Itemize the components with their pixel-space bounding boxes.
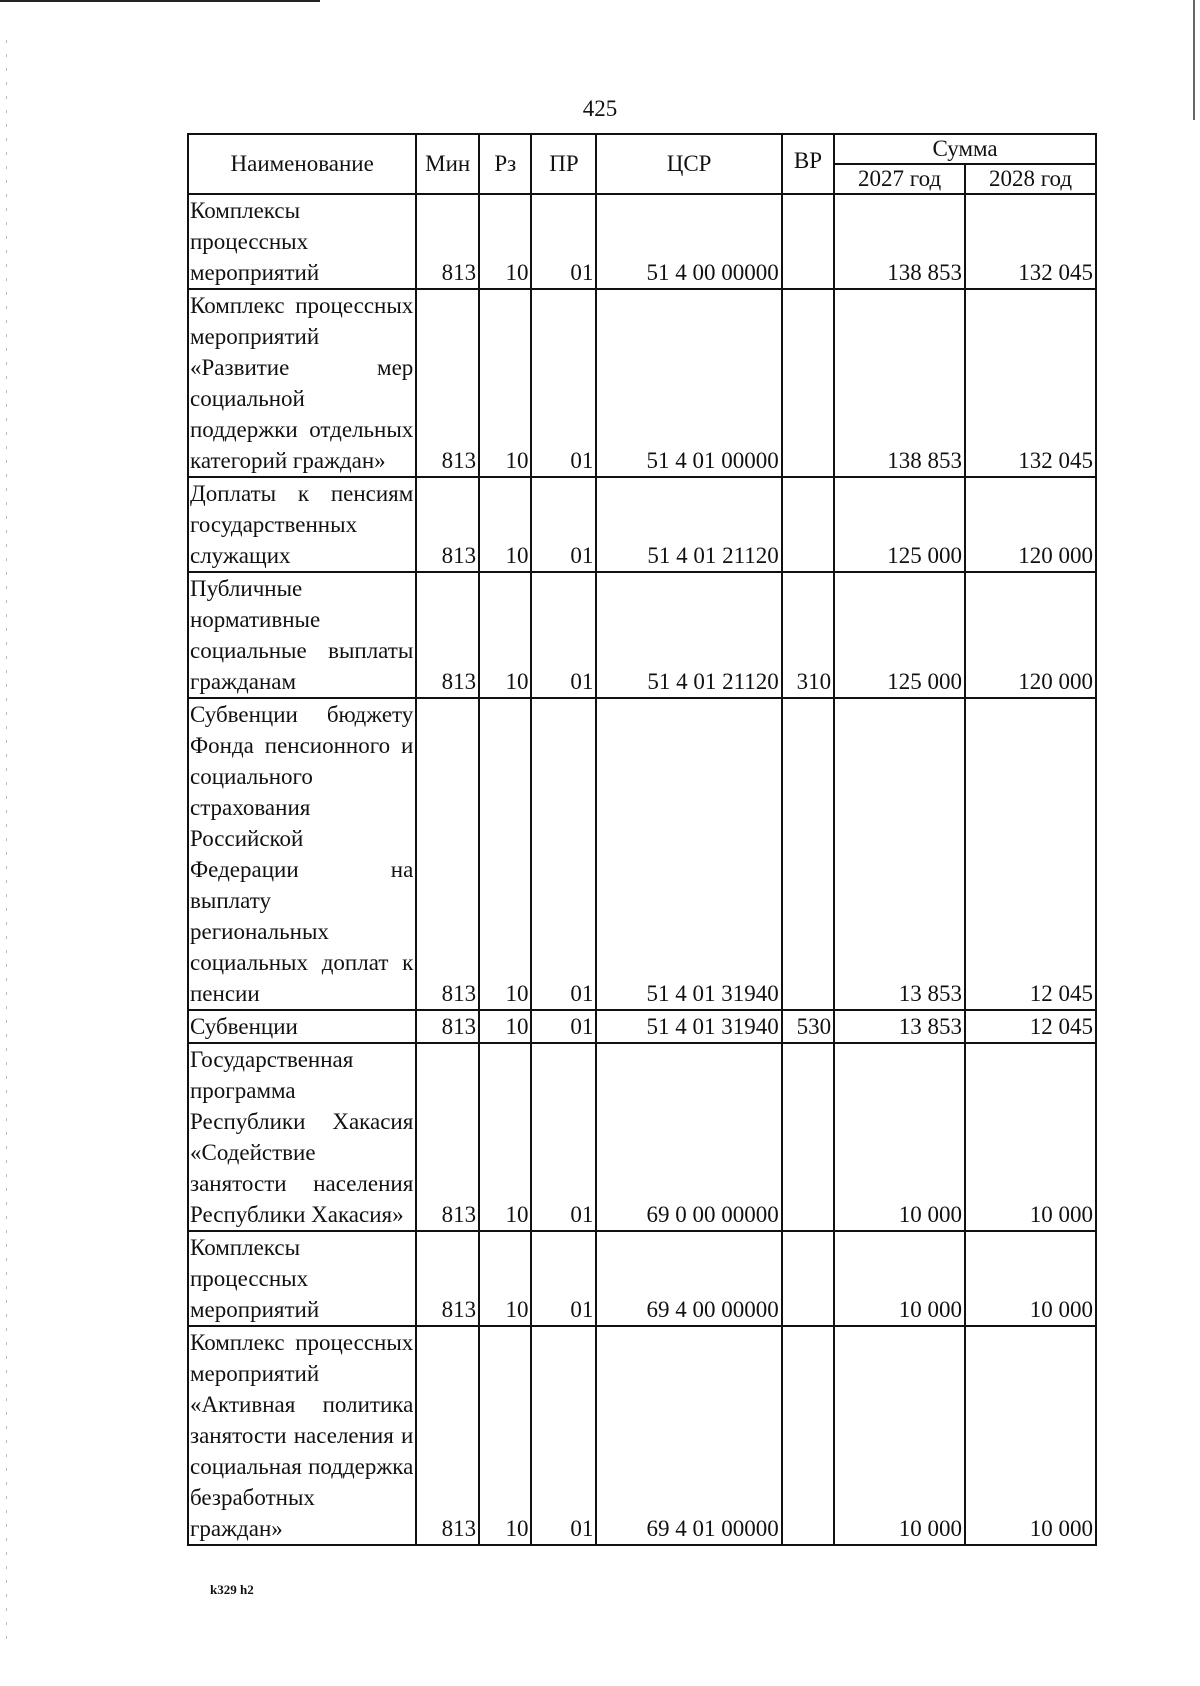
header-pr: ПР bbox=[531, 134, 596, 194]
header-min: Мин bbox=[416, 134, 479, 194]
cell-vr: 530 bbox=[782, 1010, 834, 1043]
cell-amount-2027: 138 853 bbox=[834, 289, 965, 477]
cell-name: Субвенции bbox=[188, 1010, 416, 1043]
table-row bbox=[188, 1231, 1096, 1326]
cell-min: 813 bbox=[416, 1010, 479, 1043]
scan-artifact-left-edge bbox=[6, 40, 7, 1640]
cell-vr bbox=[782, 477, 834, 572]
cell-vr bbox=[782, 1231, 834, 1326]
table-row bbox=[188, 698, 1096, 1010]
header-csr: ЦСР bbox=[596, 134, 781, 194]
header-year-2027: 2027 год bbox=[834, 164, 965, 194]
cell-amount-2027: 125 000 bbox=[834, 572, 965, 698]
table-row bbox=[188, 1010, 1096, 1043]
cell-amount-2027: 13 853 bbox=[834, 698, 965, 1010]
table-row bbox=[188, 1326, 1096, 1545]
cell-csr: 69 4 01 00000 bbox=[596, 1326, 781, 1545]
scan-artifact-top-line bbox=[0, 0, 320, 2]
table-row bbox=[188, 477, 1096, 572]
cell-min: 813 bbox=[416, 1043, 479, 1231]
cell-amount-2027: 10 000 bbox=[834, 1326, 965, 1545]
cell-vr bbox=[782, 289, 834, 477]
budget-table bbox=[187, 133, 1097, 1546]
cell-name: Комплекс процессных мероприятий «Развитие мер социальной поддержки отдельных категорий граждан» bbox=[188, 289, 416, 477]
page-number: 425 bbox=[582, 96, 618, 121]
cell-amount-2027: 125 000 bbox=[834, 477, 965, 572]
cell-rz: 10 bbox=[479, 1043, 531, 1231]
cell-rz: 10 bbox=[479, 477, 531, 572]
cell-amount-2027: 138 853 bbox=[834, 194, 965, 289]
cell-amount-2028: 12 045 bbox=[965, 698, 1096, 1010]
cell-csr: 51 4 01 21120 bbox=[596, 477, 781, 572]
cell-amount-2028: 12 045 bbox=[965, 1010, 1096, 1043]
table-header bbox=[188, 134, 1096, 194]
cell-name: Субвенции бюджету Фонда пенсионного и социального страхования Российской Федерации на выплату региональных социальных доплат к пенсии bbox=[188, 698, 416, 1010]
cell-pr: 01 bbox=[531, 194, 596, 289]
header-year-2028: 2028 год bbox=[965, 164, 1096, 194]
cell-pr: 01 bbox=[531, 572, 596, 698]
footer-code: k329 h2 bbox=[210, 1582, 254, 1597]
cell-pr: 01 bbox=[531, 1043, 596, 1231]
header-vr: ВР bbox=[782, 134, 834, 194]
cell-min: 813 bbox=[416, 194, 479, 289]
cell-rz: 10 bbox=[479, 289, 531, 477]
cell-vr bbox=[782, 1043, 834, 1231]
cell-min: 813 bbox=[416, 289, 479, 477]
cell-csr: 69 0 00 00000 bbox=[596, 1043, 781, 1231]
cell-amount-2028: 132 045 bbox=[965, 194, 1096, 289]
cell-vr bbox=[782, 698, 834, 1010]
table-row bbox=[188, 1043, 1096, 1231]
cell-pr: 01 bbox=[531, 1010, 596, 1043]
table-row bbox=[188, 572, 1096, 698]
cell-csr: 51 4 01 21120 bbox=[596, 572, 781, 698]
cell-pr: 01 bbox=[531, 698, 596, 1010]
cell-rz: 10 bbox=[479, 1326, 531, 1545]
cell-csr: 51 4 01 31940 bbox=[596, 698, 781, 1010]
header-name: Наименование bbox=[188, 134, 416, 194]
cell-amount-2028: 10 000 bbox=[965, 1043, 1096, 1231]
cell-csr: 51 4 00 00000 bbox=[596, 194, 781, 289]
cell-name: Комплекс процессных мероприятий «Активная политика занятости населения и социальная поддержка безработных граждан» bbox=[188, 1326, 416, 1545]
cell-min: 813 bbox=[416, 1231, 479, 1326]
cell-min: 813 bbox=[416, 572, 479, 698]
cell-vr bbox=[782, 1326, 834, 1545]
header-sum: Сумма bbox=[834, 134, 1096, 164]
cell-amount-2028: 120 000 bbox=[965, 477, 1096, 572]
cell-pr: 01 bbox=[531, 477, 596, 572]
table-row bbox=[188, 289, 1096, 477]
cell-amount-2027: 13 853 bbox=[834, 1010, 965, 1043]
table-row bbox=[188, 194, 1096, 289]
cell-csr: 51 4 01 00000 bbox=[596, 289, 781, 477]
cell-amount-2027: 10 000 bbox=[834, 1043, 965, 1231]
cell-name: Государственная программа Республики Хакасия «Содействие занятости населения Республики Хакасия» bbox=[188, 1043, 416, 1231]
cell-rz: 10 bbox=[479, 572, 531, 698]
cell-amount-2028: 120 000 bbox=[965, 572, 1096, 698]
cell-name: Комплексы процессных мероприятий bbox=[188, 1231, 416, 1326]
cell-csr: 51 4 01 31940 bbox=[596, 1010, 781, 1043]
cell-rz: 10 bbox=[479, 194, 531, 289]
cell-rz: 10 bbox=[479, 1231, 531, 1326]
cell-name: Комплексы процессных мероприятий bbox=[188, 194, 416, 289]
table-body bbox=[188, 194, 1096, 1545]
cell-amount-2028: 10 000 bbox=[965, 1326, 1096, 1545]
cell-pr: 01 bbox=[531, 1231, 596, 1326]
cell-name: Публичные нормативные социальные выплаты гражданам bbox=[188, 572, 416, 698]
header-rz: Рз bbox=[479, 134, 531, 194]
cell-min: 813 bbox=[416, 477, 479, 572]
cell-name: Доплаты к пенсиям государственных служащих bbox=[188, 477, 416, 572]
cell-vr bbox=[782, 194, 834, 289]
cell-amount-2027: 10 000 bbox=[834, 1231, 965, 1326]
cell-rz: 10 bbox=[479, 1010, 531, 1043]
cell-pr: 01 bbox=[531, 289, 596, 477]
cell-amount-2028: 132 045 bbox=[965, 289, 1096, 477]
cell-vr: 310 bbox=[782, 572, 834, 698]
cell-pr: 01 bbox=[531, 1326, 596, 1545]
cell-csr: 69 4 00 00000 bbox=[596, 1231, 781, 1326]
cell-min: 813 bbox=[416, 698, 479, 1010]
cell-min: 813 bbox=[416, 1326, 479, 1545]
cell-amount-2028: 10 000 bbox=[965, 1231, 1096, 1326]
cell-rz: 10 bbox=[479, 698, 531, 1010]
